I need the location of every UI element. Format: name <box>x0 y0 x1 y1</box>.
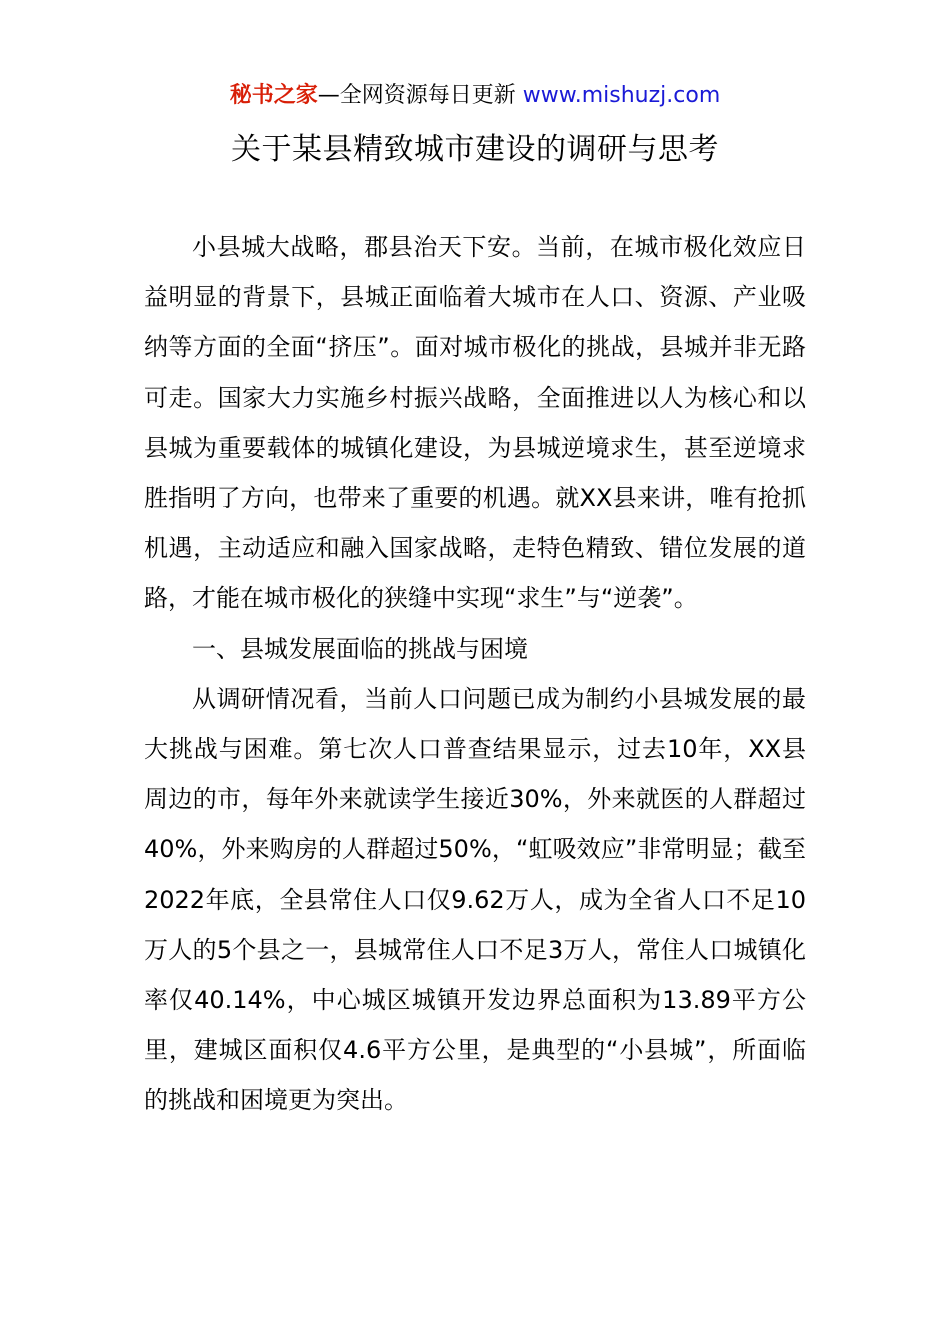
intro-paragraph: 小县城大战略，郡县治天下安。当前，在城市极化效应日益明显的背景下，县城正面临着大城市在人口、资源、产业吸纳等方面的全面“挤压”。面对城市极化的挑战，县城并非无路可走。国家大力实施乡村振兴战略，全面推进以人为核心和以县城为重要载体的城镇化建设，为县城逆境求生，甚至逆境求胜指明了方向，也带来了重要的机遇。就XX县来讲，唯有抢抓机遇，主动适应和融入国家战略，走特色精致、错位发展的道路，才能在城市极化的狭缝中实现“求生”与“逆袭”。 <box>144 233 806 613</box>
document-body <box>144 222 806 1126</box>
site-header <box>0 80 950 112</box>
body-paragraph: 从调研情况看，当前人口问题已成为制约小县城发展的最大挑战与困难。第七次人口普查结果显示，过去10年，XX县周边的市，每年外来就读学生接近30%，外来就医的人群超过40%，外来购房的人群超过50%，“虹吸效应”非常明显；截至2022年底，全县常住人口仅9.62万人，成为全省人口不足10万人的5个县之一，县城常住人口不足3万人，常住人口城镇化率仅40.14%，中心城区城镇开发边界总面积为13.89平方公里，建城区面积仅4.6平方公里，是典型的“小县城”，所面临的挑战和困境更为突出。 <box>144 684 806 1115</box>
site-url-link[interactable]: www.mishuzj.com <box>522 83 721 108</box>
document-title: 关于某县精致城市建设的调研与思考 <box>231 132 719 167</box>
header-tagline: —全网资源每日更新 <box>317 83 523 108</box>
section-heading: 一、县城发展面临的挑战与困境 <box>192 634 528 663</box>
brand-name: 秘书之家 <box>229 83 318 108</box>
